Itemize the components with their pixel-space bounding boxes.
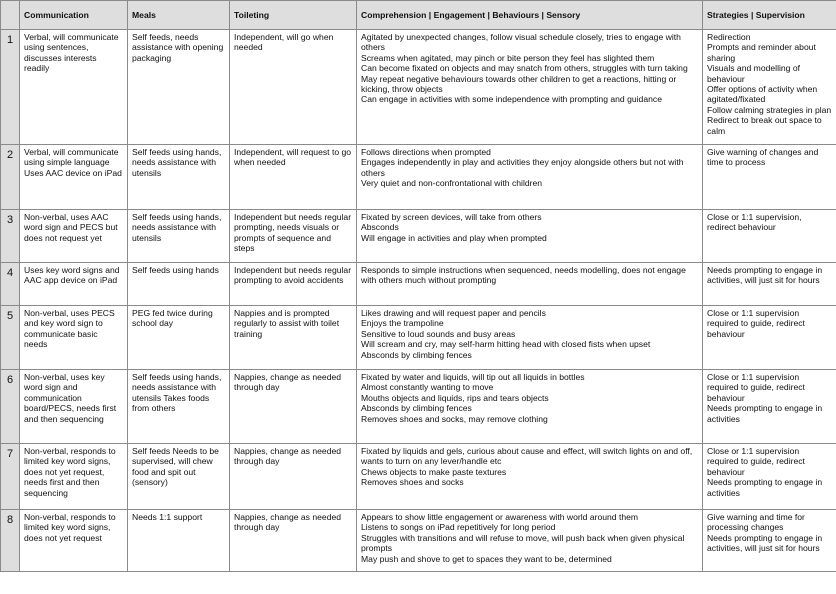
header-communication: Communication	[20, 1, 128, 30]
strategies-cell	[703, 306, 836, 370]
toileting-cell: Independent, will go when needed	[230, 30, 357, 145]
row-number: 7	[1, 444, 20, 510]
meals-cell: Self feeds using hands, needs assistance with utensils	[128, 145, 230, 210]
cell-line: Engages independently in play and activities they enjoy alongside others but not with others	[361, 157, 684, 178]
cell-line: Chews objects to make paste textures	[361, 466, 507, 477]
table-row	[1, 263, 836, 306]
communication-cell: Verbal, will communicate using simple language Uses AAC device on iPad	[20, 145, 128, 210]
strategies-cell	[703, 510, 836, 572]
header-strategies: Strategies | Supervision	[703, 1, 836, 30]
cell-line: Close or 1:1 supervision required to guide, redirect behaviour	[707, 446, 805, 477]
toileting-cell: Nappies and is prompted regularly to assist with toilet training	[230, 306, 357, 370]
communication-cell: Non-verbal, uses AAC word sign and PECS but does not request yet	[20, 210, 128, 263]
cell-line: Close or 1:1 supervision required to guide, redirect behaviour	[707, 372, 805, 403]
row-number: 1	[1, 30, 20, 145]
cell-line: Follow calming strategies in plan	[707, 104, 832, 115]
table-row	[1, 210, 836, 263]
behaviours-cell	[357, 30, 703, 145]
strategies-cell	[703, 210, 836, 263]
cell-line: Redirect to break out space to calm	[707, 115, 822, 136]
strategies-cell	[703, 30, 836, 145]
communication-cell: Non-verbal, responds to limited key word signs, does not yet request, needs first and then sequencing	[20, 444, 128, 510]
row-number: 2	[1, 145, 20, 210]
header-meals: Meals	[128, 1, 230, 30]
cell-line: Absconds by climbing fences	[361, 403, 472, 414]
meals-cell: Self feeds using hands, needs assistance with utensils	[128, 210, 230, 263]
cell-line: Needs prompting to engage in activities	[707, 477, 823, 498]
cell-line: Give warning of changes and time to process	[707, 147, 819, 168]
toileting-cell: Independent but needs regular prompting, needs visuals or prompts of sequence and steps	[230, 210, 357, 263]
row-number: 6	[1, 370, 20, 444]
cell-line: Removes shoes and socks, may remove clothing	[361, 413, 548, 424]
cell-line: Struggles with transitions and will refuse to move, will push back when given physical prompts	[361, 532, 685, 554]
toileting-cell: Independent but needs regular prompting to avoid accidents	[230, 263, 357, 306]
table-row	[1, 370, 836, 444]
cell-line: Fixated by screen devices, will take from others	[361, 212, 542, 222]
behaviours-cell	[357, 370, 703, 444]
cell-line: Can engage in activities with some independence with prompting and guidance	[361, 94, 662, 105]
cell-line: Responds to simple instructions when sequenced, needs modelling, does not engage with others much without prompting	[361, 265, 686, 286]
behaviours-cell	[357, 210, 703, 263]
table-row	[1, 444, 836, 510]
cell-line: Appears to show little engagement or awareness with world around them	[361, 512, 639, 522]
meals-cell: PEG fed twice during school day	[128, 306, 230, 370]
toileting-cell: Nappies, change as needed through day	[230, 444, 357, 510]
cell-line: Visuals and modelling of behaviour	[707, 63, 800, 84]
cell-line: Will scream and cry, may self-harm hitting head with closed fists when upset	[361, 339, 651, 350]
row-number: 4	[1, 263, 20, 306]
cell-line: Give warning and time for processing changes	[707, 512, 805, 533]
table-row	[1, 510, 836, 572]
strategies-cell	[703, 370, 836, 444]
toileting-cell: Nappies, change as needed through day	[230, 370, 357, 444]
behaviours-cell	[357, 510, 703, 572]
toileting-cell: Nappies, change as needed through day	[230, 510, 357, 572]
cell-line: Needs prompting to engage in activities, will just sit for hours	[707, 265, 823, 286]
cell-line: Close or 1:1 supervision, redirect behaviour	[707, 212, 802, 233]
cell-line: Fixated by liquids and gels, curious about cause and effect, will switch lights on and off, wants to turn on any lever/handle etc	[361, 446, 693, 467]
cell-line: Follows directions when prompted	[361, 147, 491, 157]
behaviours-cell	[357, 444, 703, 510]
cell-line: May push and shove to get to spaces they want to be, determined	[361, 553, 612, 564]
strategies-cell	[703, 263, 836, 306]
meals-cell: Self feeds using hands, needs assistance with utensils Takes foods from others	[128, 370, 230, 444]
cell-line: Will engage in activities and play when prompted	[361, 232, 547, 243]
cell-line: Mouths objects and liquids, rips and tears objects	[361, 392, 549, 403]
row-number: 5	[1, 306, 20, 370]
cell-line: Offer options of activity when agitated/fixated	[707, 84, 818, 105]
communication-cell: Uses key word signs and AAC app device on iPad	[20, 263, 128, 306]
cell-line: Absconds by climbing fences	[361, 349, 472, 360]
communication-cell: Non-verbal, uses PECS and key word sign to communicate basic needs	[20, 306, 128, 370]
header-row	[1, 1, 836, 30]
cell-line: Likes drawing and will request paper and pencils	[361, 308, 546, 318]
communication-cell: Non-verbal, responds to limited key word signs, does not yet request	[20, 510, 128, 572]
header-behaviours: Comprehension | Engagement | Behaviours | Sensory	[357, 1, 703, 30]
behaviours-cell	[357, 145, 703, 210]
cell-line: Fixated by water and liquids, will tip out all liquids in bottles	[361, 372, 585, 382]
meals-cell: Self feeds Needs to be supervised, will chew food and spit out (sensory)	[128, 444, 230, 510]
cell-line: Listens to songs on iPad repetitively for long period	[361, 522, 556, 533]
table-row	[1, 145, 836, 210]
cell-line: Very quiet and non-confrontational with children	[361, 178, 543, 189]
meals-cell: Self feeds, needs assistance with opening packaging	[128, 30, 230, 145]
cell-line: Prompts and reminder about sharing	[707, 42, 816, 63]
toileting-cell: Independent, will request to go when needed	[230, 145, 357, 210]
header-number	[1, 1, 20, 30]
cell-line: May repeat negative behaviours towards other children to get a reactions, hitting or kicking, throw objects	[361, 73, 677, 95]
cell-line: Enjoys the trampoline	[361, 318, 444, 329]
cell-line: Agitated by unexpected changes, follow visual schedule closely, tries to engage with others	[361, 32, 681, 53]
cell-line: Screams when agitated, may pinch or bite person they feel has slighted them	[361, 52, 655, 63]
cell-line: Redirection	[707, 32, 751, 42]
cell-line: Absconds	[361, 222, 399, 233]
table-row	[1, 306, 836, 370]
strategies-cell	[703, 145, 836, 210]
meals-cell: Needs 1:1 support	[128, 510, 230, 572]
communication-cell: Non-verbal, uses key word sign and communication board/PECS, needs first and then sequencing	[20, 370, 128, 444]
cell-line: Can become fixated on objects and may snatch from others, struggles with turn taking	[361, 63, 688, 74]
cell-line: Needs prompting to engage in activities, will just sit for hours	[707, 532, 823, 554]
row-number: 3	[1, 210, 20, 263]
row-number: 8	[1, 510, 20, 572]
cell-line: Sensitive to loud sounds and busy areas	[361, 328, 516, 339]
cell-line: Needs prompting to engage in activities	[707, 403, 823, 424]
cell-line: Close or 1:1 supervision required to guide, redirect behaviour	[707, 308, 805, 339]
cell-line: Almost constantly wanting to move	[361, 382, 494, 393]
header-toileting: Toileting	[230, 1, 357, 30]
table-row	[1, 30, 836, 145]
communication-cell: Verbal, will communicate using sentences, discusses interests readily	[20, 30, 128, 145]
behaviours-cell	[357, 263, 703, 306]
strategies-cell	[703, 444, 836, 510]
behaviours-cell	[357, 306, 703, 370]
cell-line: Removes shoes and socks	[361, 477, 464, 488]
meals-cell: Self feeds using hands	[128, 263, 230, 306]
